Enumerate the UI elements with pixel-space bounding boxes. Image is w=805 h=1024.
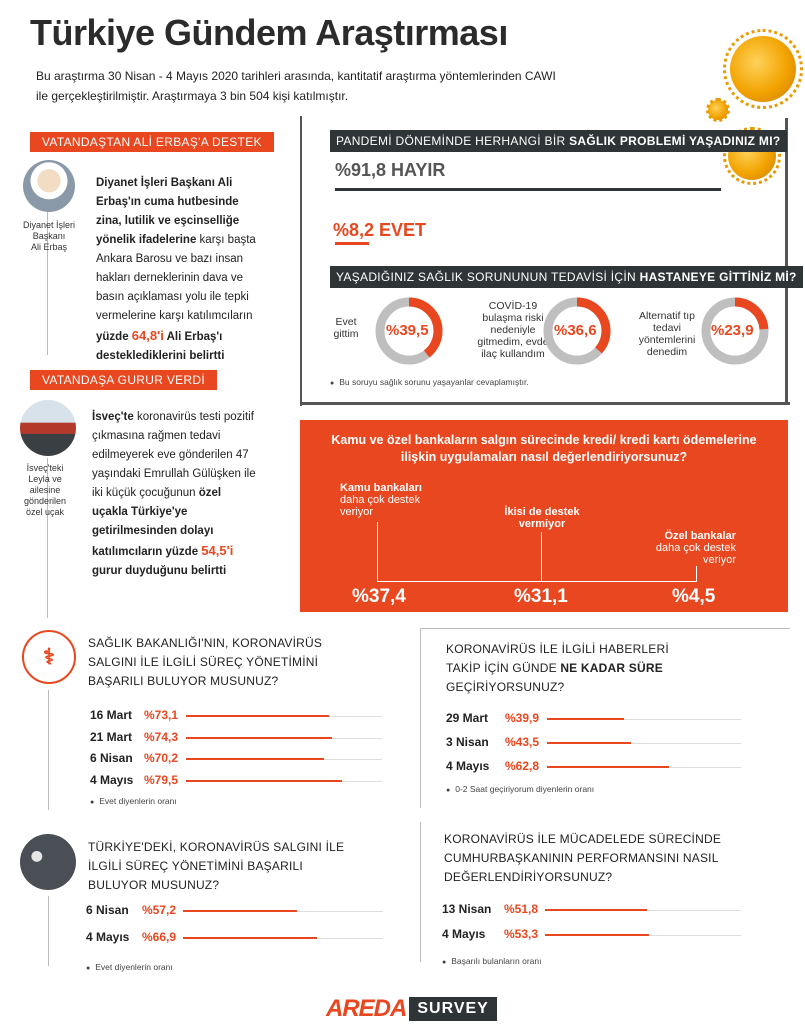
banks-question: Kamu ve özel bankaların salgın sürecinde kredi/ kredi kartı ödemelerine ilişkin uygulamaları nasıl değerlendiriyorsunuz? [331, 433, 757, 464]
q7-frame-left [420, 822, 421, 962]
donut-1-value: %39,5 [386, 322, 429, 339]
q1-yes-bar [335, 242, 369, 245]
bar-fill [186, 780, 342, 782]
row-label: 6 Nisan [86, 903, 129, 917]
bar-track [186, 781, 382, 782]
bar-track [186, 759, 382, 760]
q6-title: TÜRKİYE'DEKİ, KORONAVİRÜS SALGINI İLE İLGİLİ SÜREÇ YÖNETİMİNİ BAŞARILI BULUYOR MUSUNUZ? [88, 840, 345, 892]
banks-baseline [377, 581, 697, 582]
banks-opt1-label: Kamu bankaları daha çok destek veriyor [340, 482, 422, 518]
row-label: 3 Nisan [446, 735, 489, 749]
intro-line-1: Bu araştırma 30 Nisan - 4 Mayıs 2020 tarihleri arasında, kantitatif araştırma yöntemlerinden CAWI [36, 69, 556, 83]
q5-title: KORONAVİRÜS İLE İLGİLİ HABERLERİ TAKİP İÇİN GÜNDE NE KADAR SÜRE GEÇİRİYORSUNUZ? [446, 642, 669, 694]
virus-illustration-large [730, 36, 796, 102]
banks-opt3-label: Özel bankalar daha çok destek veriyor [655, 530, 736, 566]
bar-fill [545, 909, 647, 911]
banks-value-2: %31,1 [514, 586, 568, 607]
panel-bottom-rule [300, 402, 790, 405]
row-label: 13 Nisan [442, 902, 492, 916]
areda-survey-logo [326, 996, 497, 1022]
row-value: %70,2 [144, 751, 179, 765]
q7-note: ● Başarılı bulanların oranı [442, 956, 541, 966]
q2-question: YAŞADIĞINIZ SAĞLIK SORUNUNUN TEDAVİSİ İÇİN HASTANEYE GİTTİNİZ Mİ? [330, 266, 803, 288]
row-value: %66,9 [142, 930, 177, 944]
bar-fill [547, 742, 631, 744]
virus-illustration-small [708, 100, 728, 120]
q7-title: KORONAVİRÜS İLE MÜCADELEDE SÜRECİNDE CUMHURBAŞKANININ PERFORMANSINI NASIL DEĞERLENDİRİYORSUNUZ? [444, 832, 722, 884]
bar-track [547, 767, 741, 768]
row-label: 21 Mart [90, 729, 133, 744]
donut-2-label: COVİD-19 bulaşma riski nedeniyle gitmedim, evde ilaç kullandım [477, 300, 549, 360]
q1-question: PANDEMİ DÖNEMİNDE HERHANGİ BİR SAĞLIK PROBLEMİ YAŞADINIZ MI? [330, 130, 787, 152]
q2-note: ● Bu soruyu sağlık sorunu yaşayanlar cevaplamıştır. [330, 377, 529, 387]
q6-note: ● Evet diyenlerin oranı [86, 962, 173, 972]
plane-caption: İsveç'teki Leyla ve ailesine gönderilen özel uçak [23, 463, 67, 517]
row-value: %57,2 [142, 903, 177, 917]
q5-frame-top [420, 628, 790, 629]
row-label: 4 Mayıs [442, 927, 486, 941]
row-label: 6 Nisan [90, 751, 133, 765]
donut-1-label: Evet gittim [333, 316, 359, 340]
donut-2-value: %36,6 [554, 322, 597, 339]
banks-opt2-label: İkisi de destek vermiyor [504, 506, 580, 530]
q1-no-label: %91,8 HAYIR [335, 160, 446, 180]
intro-line-2: ile gerçekleştirilmiştir. Araştırmaya 3 bin 504 kişi katılmıştır. [36, 89, 349, 103]
bar-track [186, 716, 382, 717]
section-tag-erbas: VATANDAŞTAN ALİ ERBAŞ'A DESTEK [30, 132, 274, 152]
donut-3-value: %23,9 [711, 322, 754, 339]
bar-fill [183, 937, 317, 939]
bar-fill [183, 910, 297, 912]
bar-track [183, 938, 383, 939]
q5-frame-left [420, 628, 421, 808]
section-tag-pride: VATANDAŞA GURUR VERDİ [30, 370, 217, 390]
erbas-photo [23, 160, 75, 212]
row-value: %79,5 [144, 772, 179, 787]
row-value: %43,5 [505, 735, 540, 749]
logo-survey: SURVEY [409, 997, 497, 1021]
bar-track [547, 719, 741, 720]
row-label: 4 Mayıs [446, 759, 490, 773]
bar-track [545, 910, 741, 911]
bar-track [547, 743, 741, 744]
row-value: %73,1 [144, 708, 179, 722]
q5-note: ● 0-2 Saat geçiriyorum diyenlerin oranı [446, 784, 594, 794]
banks-line-2 [541, 532, 542, 582]
banks-question-box [300, 420, 788, 612]
q1-no-bar [335, 188, 721, 191]
crowd-photo [20, 834, 76, 890]
q4-note: ● Evet diyenlerin oranı [90, 796, 177, 806]
erbas-caption: Diyanet İşleri Başkanı Ali Erbaş [22, 220, 76, 252]
bar-track [545, 935, 741, 936]
bar-fill [547, 718, 624, 720]
row-value: %39,9 [505, 711, 540, 725]
q4-title: SAĞLIK BAKANLIĞI'NIN, KORONAVİRÜS SALGINI İLE İLGİLİ SÜREÇ YÖNETİMİNİ BAŞARILI BULUYOR MUSUNUZ? [88, 636, 323, 688]
row-value: %51,8 [504, 902, 539, 916]
banks-line-1 [377, 522, 378, 582]
banks-value-1: %37,4 [352, 586, 406, 607]
bar-fill [186, 737, 332, 739]
panel-top-rule [300, 116, 302, 406]
bar-track [186, 738, 382, 739]
bar-fill [186, 715, 329, 717]
divider-line-q4 [48, 690, 49, 810]
plane-photo [20, 400, 76, 456]
banks-value-3: %4,5 [672, 586, 716, 607]
donut-3-label: Alternatif tıp tedavi yöntemlerini denedim [638, 310, 696, 358]
plane-story: İsveç'te koronavirüs testi pozitif çıkmasına rağmen tedavi edilmeyerek eve gönderilen 47 yaşındaki Emrullah Gülüşken ile iki küçük çocuğunun özel uçakla Türkiye'ye getirilmesinden dolayı katılımcıların yüzde 54,5'i gurur duyduğunu belirtti [92, 411, 256, 577]
row-value: %53,3 [504, 927, 539, 941]
divider-line-q6 [48, 896, 49, 966]
row-label: 16 Mart [90, 708, 133, 722]
erbas-story: Diyanet İşleri Başkanı Ali Erbaş'ın cuma hutbesinde zina, lutilik ve eşcinselliğe yönelik ifadelerine karşı başta Ankara Barosu ve bazı insan hakları derneklerinin dava ve basın açıklaması yolu ile tepki vermelerine karşı katılımcıların yüzde 64,8'i Ali Erbaş'ı desteklediklerini belirtti [96, 177, 256, 362]
row-value: %74,3 [144, 729, 179, 744]
intro-text [36, 66, 636, 106]
row-label: 4 Mayıs [86, 930, 130, 944]
ministry-logo-icon: ⚕ [22, 630, 76, 684]
row-value: %62,8 [505, 759, 540, 773]
logo-brand: AREDA [326, 995, 407, 1022]
bar-track [183, 911, 383, 912]
row-label: 29 Mart [446, 711, 489, 725]
bar-fill [186, 758, 324, 760]
bar-fill [547, 766, 669, 768]
page-title: Türkiye Gündem Araştırması [30, 12, 508, 53]
row-label: 4 Mayıs [90, 772, 134, 787]
q1-yes-label: %8,2 EVET [333, 220, 427, 240]
bar-fill [545, 934, 649, 936]
banks-line-3 [696, 566, 697, 582]
